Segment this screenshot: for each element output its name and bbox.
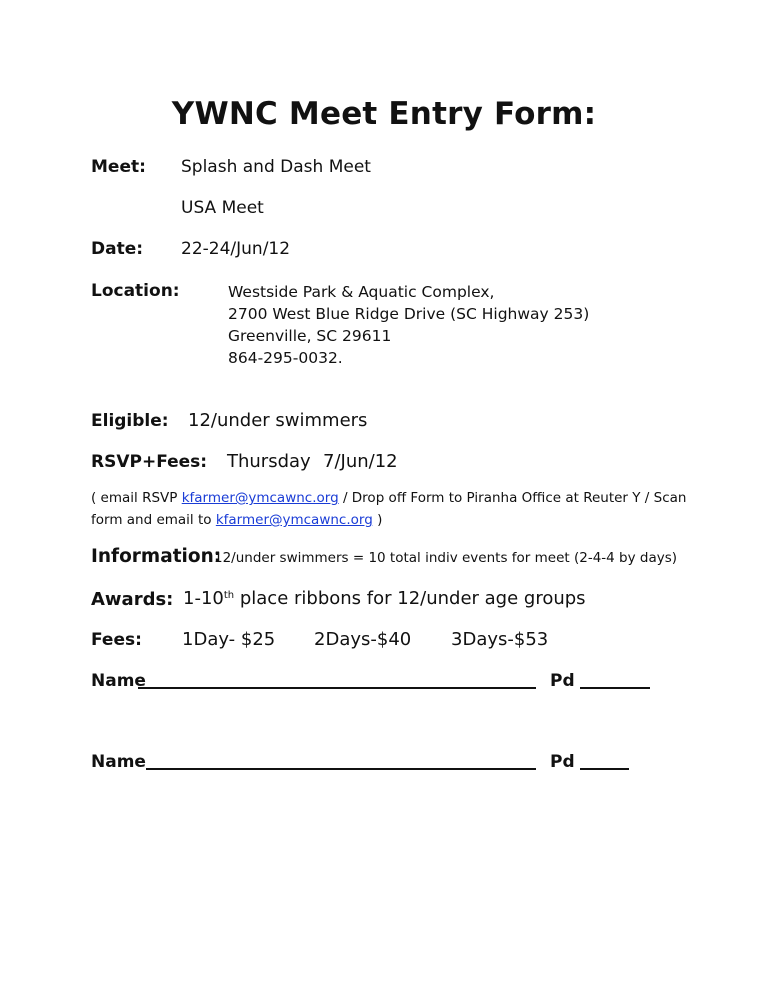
date-label: Date: [91, 239, 144, 259]
instructions-text: form and email to [91, 512, 216, 528]
rsvp-label: RSVP+Fees: [91, 452, 208, 472]
instructions-text: ) [372, 512, 383, 528]
rsvp-date: 7/Jun/12 [323, 451, 398, 472]
fee-item: 3Days-$53 [451, 629, 549, 650]
instructions-text: ( email RSVP [91, 490, 182, 506]
fee-item: 2Days-$40 [314, 629, 412, 650]
awards-superscript: th [223, 590, 235, 601]
fee-item: 1Day- $25 [182, 629, 276, 650]
entry-pd-label: Pd [550, 752, 575, 772]
entry-pd-label: Pd [550, 671, 575, 691]
location-line: 864-295-0032. [228, 349, 343, 367]
information-label: Information: [91, 546, 222, 567]
rsvp-day: Thursday [227, 451, 311, 472]
awards-label: Awards: [91, 589, 174, 610]
meet-label: Meet: [91, 157, 146, 177]
meet-name: Splash and Dash Meet [181, 157, 371, 177]
fees-label: Fees: [91, 630, 142, 650]
entry-name-field[interactable] [146, 752, 536, 770]
location-line: Greenville, SC 29611 [228, 327, 392, 345]
entry-pd-field[interactable] [580, 671, 650, 689]
entry-name-label: Name [91, 752, 146, 772]
form-title: YWNC Meet Entry Form: [171, 96, 597, 132]
awards-suffix: place ribbons for 12/under age groups [234, 588, 586, 609]
awards-value [183, 588, 586, 609]
instructions-text: / Drop off Form to Piranha Office at Reuter Y / Scan [338, 490, 687, 506]
entry-pd-field[interactable] [580, 752, 629, 770]
meet-type: USA Meet [181, 198, 264, 218]
instructions-line-2 [91, 512, 382, 528]
email-link[interactable]: kfarmer@ymcawnc.org [181, 490, 339, 506]
location-line: 2700 West Blue Ridge Drive (SC Highway 253) [228, 305, 590, 323]
entry-name-field[interactable] [138, 671, 536, 689]
location-line: Westside Park & Aquatic Complex, [228, 283, 495, 301]
eligible-value: 12/under swimmers [188, 410, 368, 431]
email-link[interactable]: kfarmer@ymcawnc.org [215, 512, 373, 528]
location-address [228, 281, 589, 369]
entry-name-label: Name [91, 671, 146, 691]
instructions-line-1 [91, 490, 686, 506]
location-label: Location: [91, 281, 180, 301]
eligible-label: Eligible: [91, 411, 169, 431]
information-value: 12/under swimmers = 10 total indiv events for meet (2-4-4 by days) [214, 550, 678, 566]
awards-prefix: 1-10 [183, 588, 224, 609]
date-value: 22-24/Jun/12 [181, 239, 291, 259]
